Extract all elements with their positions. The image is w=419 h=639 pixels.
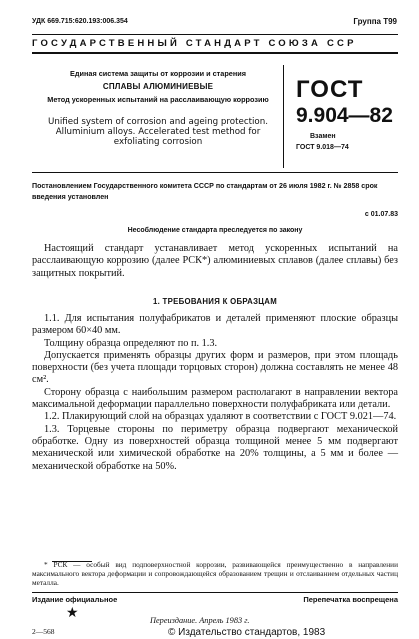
effective-date: с 01.07.83: [364, 211, 398, 218]
print-code: 2—568: [32, 627, 55, 636]
section-heading: 1. ТРЕБОВАНИЯ К ОБРАЗЦАМ: [152, 297, 278, 306]
system-title: Единая система защиты от коррозии и старения: [70, 69, 246, 78]
paragraph-orientation: Сторону образца с наибольшим размером располагают в направлении вектора максимальной деформации параллельно поверхности полуфабриката или детали.: [32, 386, 398, 411]
english-title: Unified system of corrosion and ageing protection. Alluminium alloys. Accelerated test method for exfoliating corrosion: [47, 117, 269, 147]
udk-code: УДК 669.715:620.193:006.354: [32, 18, 128, 25]
paragraph-thickness: Толщину образца определяют по п. 1.3.: [44, 337, 218, 349]
heading-rule: [32, 52, 398, 54]
gost-number: 9.904—82: [296, 104, 393, 127]
footer-rule: [32, 592, 398, 593]
paragraph-1-3: 1.3. Торцевые стороны по периметру образца подвергают механической обработке. Одну из поверхностей образца толщиной менее 5 мм подвергают механической или химической обработке на 20% толщины, а 5 мм и более — механической обработке на 50%.: [32, 423, 398, 472]
footnote-text: * РСК — особый вид подповерхностной коррозии, развивающейся преимущественно в направлении максимального вектора деформации и сопровождающейся образованием трещин и отслаиванием отдельных частиц металла.: [32, 560, 398, 588]
title-bottom-rule: [32, 172, 398, 173]
top-rule: [32, 34, 398, 35]
intro-section: [32, 243, 398, 280]
official-edition: Издание официальное: [32, 595, 118, 604]
instead-gost: ГОСТ 9.018—74: [296, 144, 349, 151]
paragraph-1-2: 1.2. Плакирующий слой на образцах удаляют в соответствии с ГОСТ 9.021—74.: [44, 411, 397, 423]
star-icon: ★: [66, 606, 79, 621]
method-title: Метод ускоренных испытаний на расслаивающую коррозию: [47, 95, 269, 104]
reprint-notice: Перепечатка воспрещена: [303, 595, 398, 604]
gost-label: ГОСТ: [296, 76, 364, 103]
section-1-body: [32, 313, 398, 473]
group-code: Группа Т99: [353, 17, 397, 26]
state-standard-heading: ГОСУДАРСТВЕННЫЙ СТАНДАРТ СОЮЗА ССР: [32, 38, 357, 49]
decree-text: Постановлением Государственного комитета СССР по стандартам от 26 июля 1982 г. № 2858 срок введения установлен: [32, 182, 378, 201]
publisher-copyright: © Издательство стандартов, 1983: [168, 627, 326, 638]
subject-title: СПЛАВЫ АЛЮМИНИЕВЫЕ: [102, 82, 214, 91]
intro-paragraph: Настоящий стандарт устанавливает метод ускоренных испытаний на расслаивающую коррозию (далее РСК*) алюминиевых сплавов (далее сплавы) без защитных покрытий.: [32, 243, 398, 279]
penalty-notice: Несоблюдение стандарта преследуется по закону: [127, 227, 303, 234]
paragraph-1-1: 1.1. Для испытания полуфабрикатов и деталей применяют плоские образцы размером 60×40 мм.: [32, 313, 398, 337]
instead-label: Взамен: [310, 133, 336, 140]
title-divider: [283, 65, 284, 168]
reissue-date: Переиздание. Апрель 1983 г.: [150, 616, 250, 625]
paragraph-other-forms: Допускается применять образцы других форм и размеров, при этом площадь поверхности (без учета площади торцовых сторон) должна составлять не менее 48 см².: [32, 349, 398, 386]
